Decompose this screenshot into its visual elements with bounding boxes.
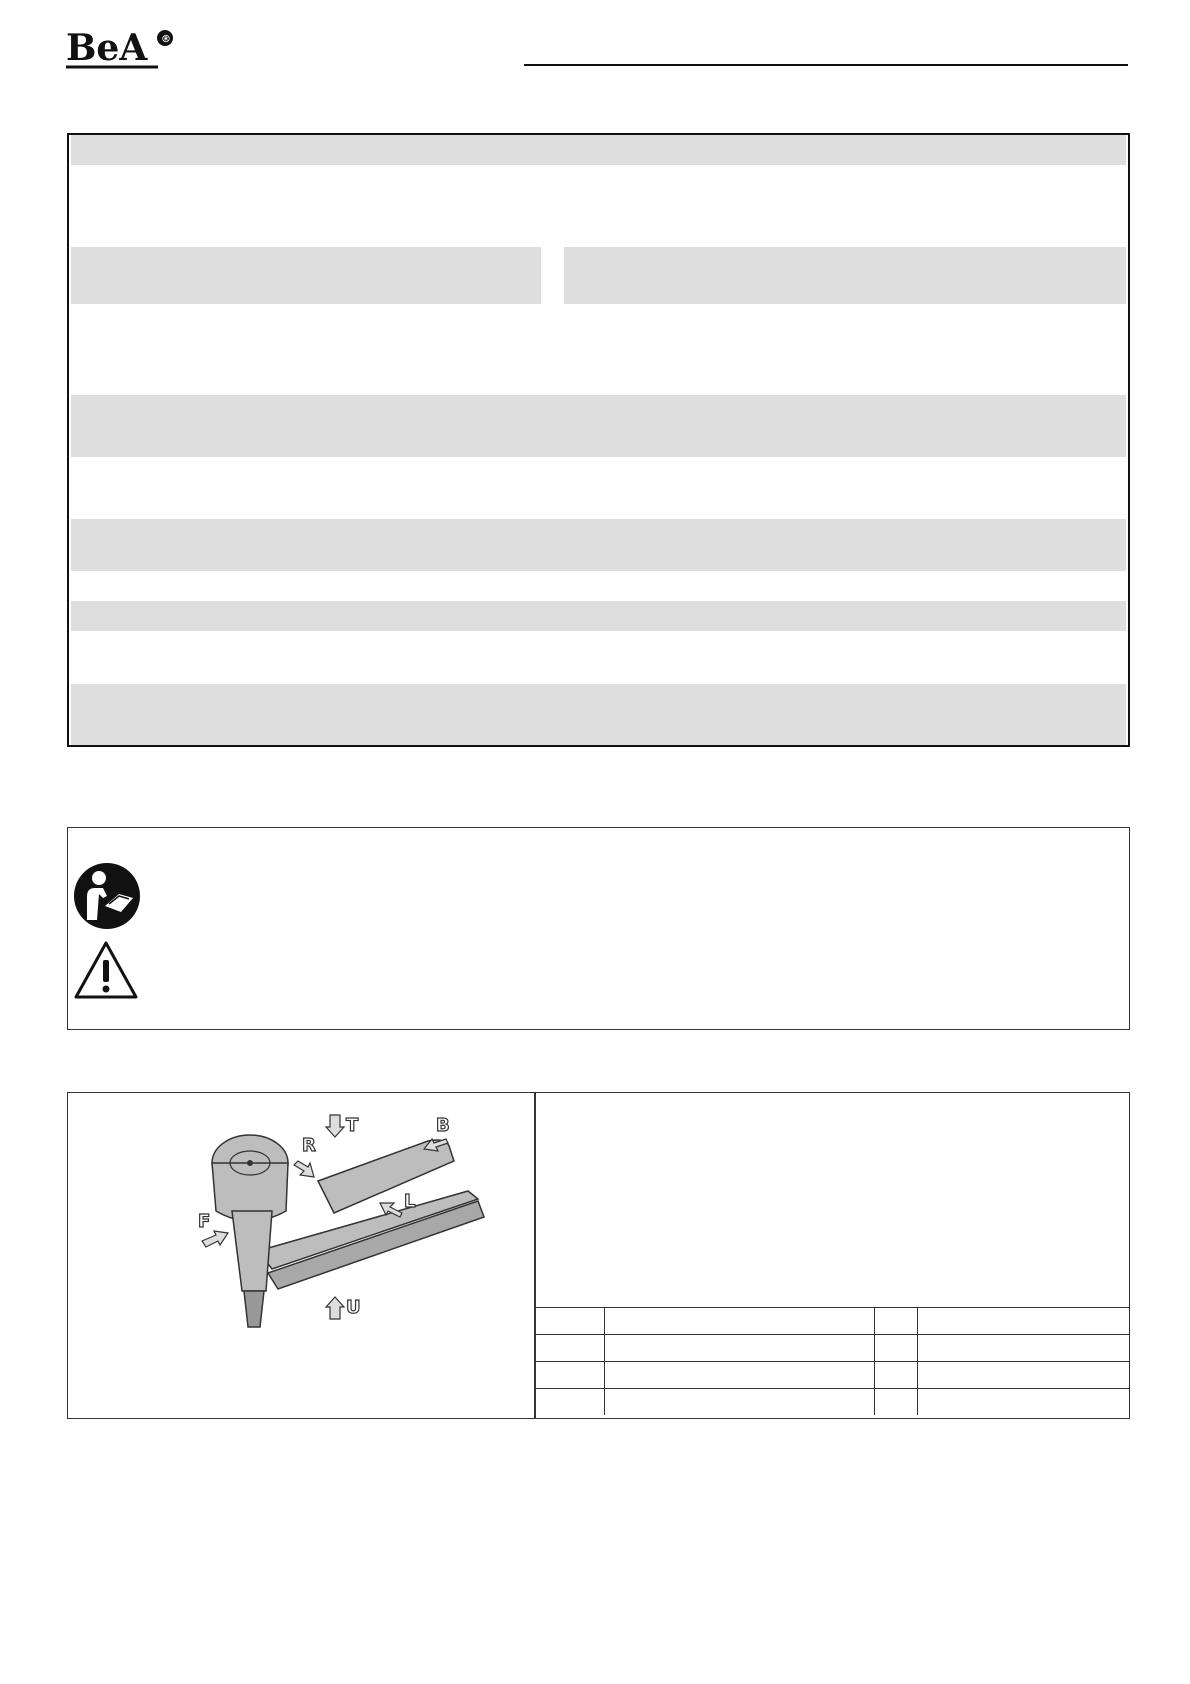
table-cell: [536, 1308, 605, 1335]
spec-box: [67, 133, 1130, 747]
tool-box: [67, 1092, 1130, 1419]
warning-triangle-icon: [73, 940, 139, 1000]
table-cell: [604, 1389, 874, 1416]
table-cell: [536, 1362, 605, 1389]
read-manual-icon: [73, 862, 141, 930]
table-row: [536, 1335, 1130, 1362]
spec-band-3: [71, 395, 1126, 457]
header-rule: [524, 64, 1128, 66]
svg-text:®: ®: [161, 34, 171, 45]
table-cell: [917, 1362, 1129, 1389]
spec-band-2-right: [564, 247, 1126, 304]
table-cell: [604, 1362, 874, 1389]
table-row: [536, 1362, 1130, 1389]
label-t: T: [346, 1115, 359, 1136]
warning-box: [67, 827, 1130, 1030]
svg-text:BeA: BeA: [66, 27, 148, 69]
table-cell: [536, 1335, 605, 1362]
bea-logo: [64, 24, 176, 72]
spec-band-2-left: [71, 247, 541, 304]
arrow-t-icon: [326, 1115, 344, 1137]
table-cell: [604, 1308, 874, 1335]
label-b: B: [436, 1115, 450, 1136]
label-l: L: [404, 1191, 416, 1212]
label-f: F: [198, 1211, 211, 1232]
label-u: U: [346, 1297, 361, 1318]
table-row: [536, 1308, 1130, 1335]
table-cell: [917, 1308, 1129, 1335]
table-cell: [874, 1389, 917, 1416]
table-cell: [874, 1308, 917, 1335]
arrow-r-icon: [294, 1161, 314, 1177]
table-cell: [874, 1335, 917, 1362]
arrow-f-icon: [202, 1231, 228, 1247]
table-cell: [917, 1335, 1129, 1362]
table-row: [536, 1389, 1130, 1416]
label-r: R: [302, 1135, 316, 1156]
table-cell: [917, 1389, 1129, 1416]
table-cell: [874, 1362, 917, 1389]
spec-band-5: [71, 601, 1126, 631]
table-cell: [604, 1335, 874, 1362]
spec-table: [535, 1307, 1129, 1415]
nailer-illustration: [168, 1101, 528, 1341]
spec-band-4: [71, 519, 1126, 571]
spec-band-1: [71, 135, 1126, 165]
arrow-u-icon: [326, 1297, 344, 1319]
spec-band-6: [71, 684, 1126, 745]
table-cell: [536, 1389, 605, 1416]
